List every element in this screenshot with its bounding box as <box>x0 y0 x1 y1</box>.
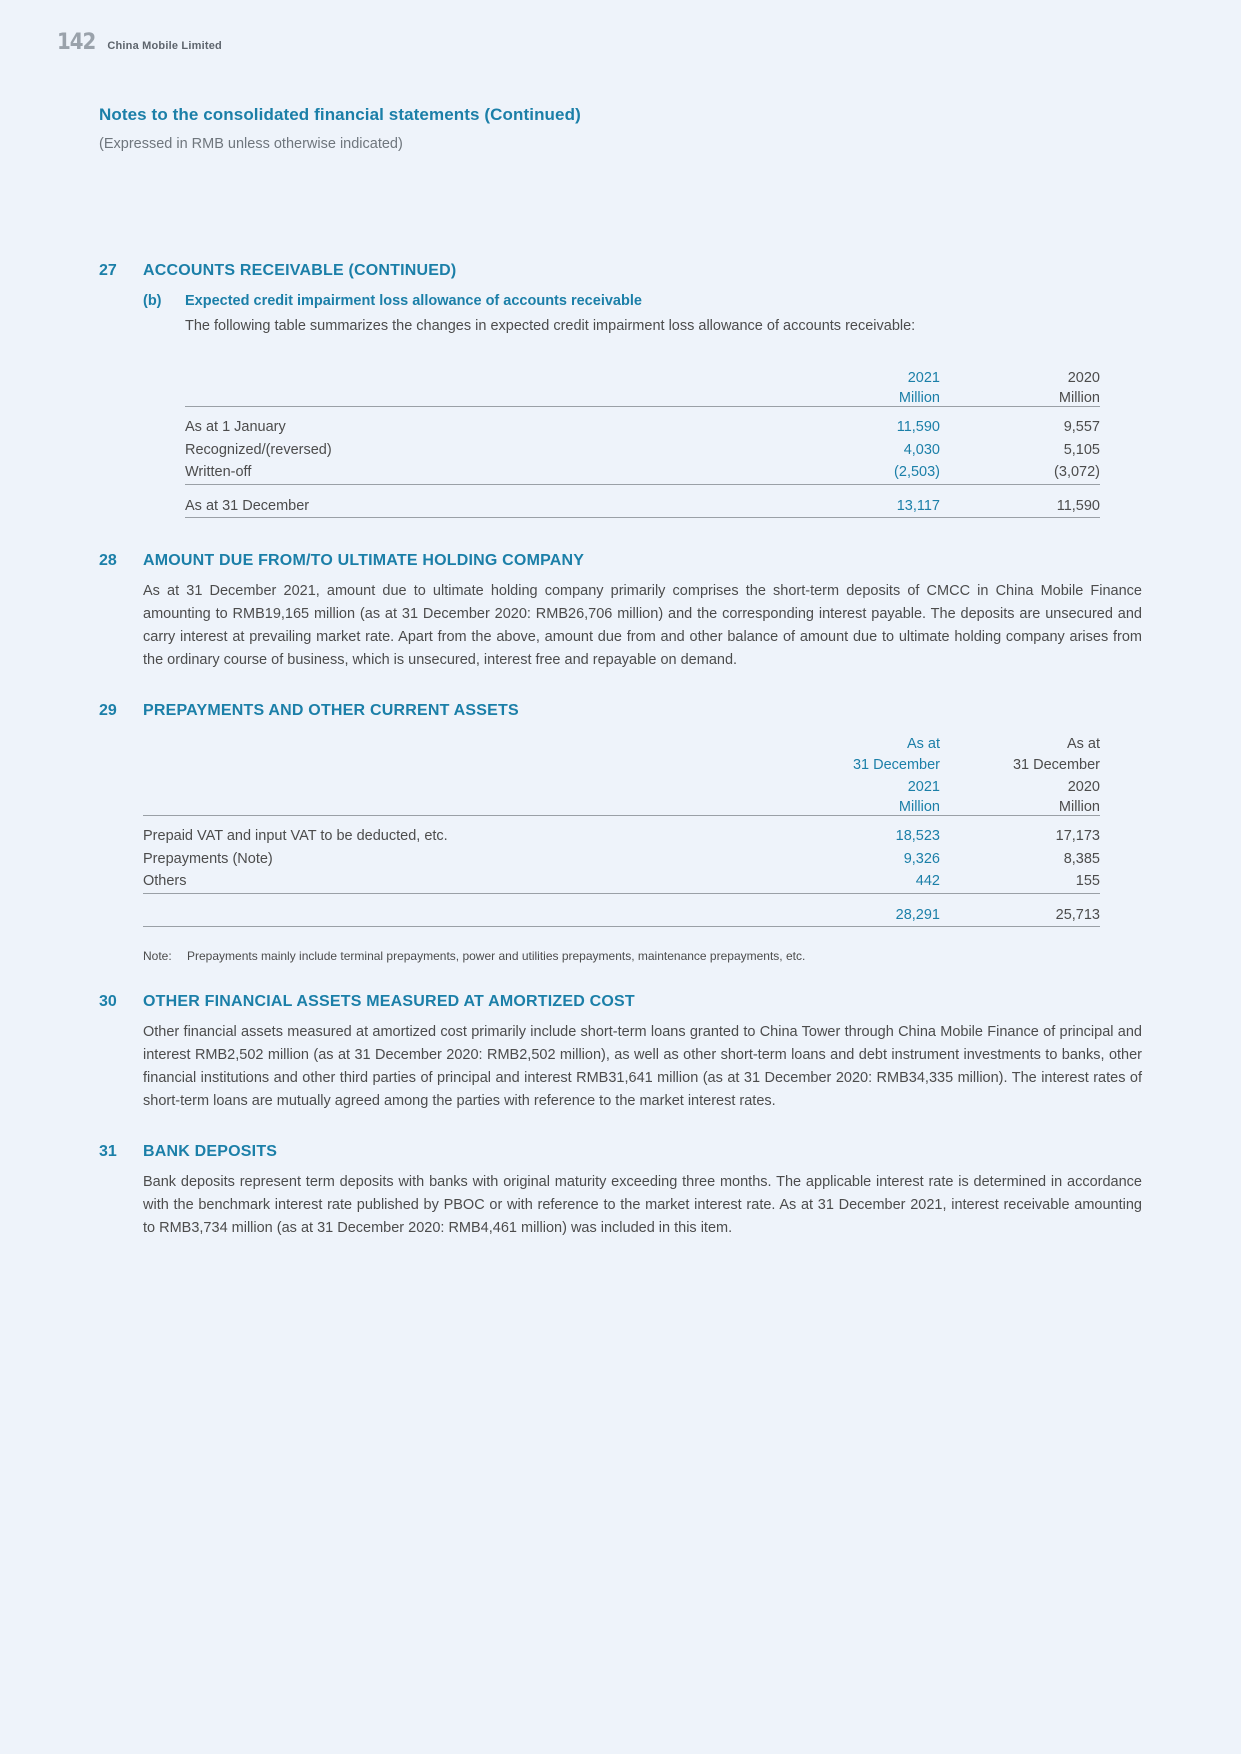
row-label: As at 1 January <box>185 419 286 436</box>
header-2020: 2020 <box>1067 369 1100 386</box>
header-units-2020: Million <box>940 390 1100 407</box>
page-header <box>57 30 222 55</box>
document-content <box>99 262 1142 1240</box>
table-header-units-row <box>143 799 1100 816</box>
note-31-body <box>143 1171 1142 1240</box>
note-31-paragraph: Bank deposits represent term deposits with banks with original maturity exceeding three months. The applicable interest rate is determined in accordance with the benchmark interest rate published by PBOC or with reference to the market interest rate. As at 31 December 2021, interest receivable amounting to RMB3,734 million (as at 31 December 2020: RMB4,461 million) was included in this item. <box>143 1173 1142 1236</box>
row-value-2020: 17,173 <box>1055 828 1100 845</box>
row-label: Prepayments (Note) <box>143 850 273 867</box>
note-28-paragraph: As at 31 December 2021, amount due to ultimate holding company primarily comprises the short-term deposits of CMCC in China Mobile Finance amounting to RMB19,165 million (as at 31 December 2020: RMB26,706 million) and the corresponding interest payable. The deposits are unsecured and carry interest at prevailing market rate. Apart from the above, amount due from and other balance of amount due to ultimate holding company arises from the ordinary course of business, which is unsecured, interest free and repayable on demand. <box>143 583 1142 668</box>
total-label: As at 31 December <box>185 495 750 518</box>
header-2021: 2021 <box>907 369 940 386</box>
page-number: 142 <box>57 30 96 55</box>
row-label: Prepaid VAT and input VAT to be deducted, etc. <box>143 828 448 845</box>
header-blank <box>143 755 750 777</box>
footnote-text: Prepayments mainly include terminal prepayments, power and utilities prepayments, maintenance prepayments, etc. <box>187 949 806 964</box>
table-row <box>143 848 1100 870</box>
header-asat-2021: As at <box>906 735 940 752</box>
row-value-2021: 11,590 <box>896 419 940 436</box>
row-value-2021: (2,503) <box>750 461 940 484</box>
note-30-heading <box>99 993 1142 1011</box>
header-blank <box>185 368 750 390</box>
note-31-heading <box>99 1143 1142 1161</box>
note-29-heading <box>99 702 1142 720</box>
note-29 <box>99 702 1142 964</box>
table-header-row <box>143 777 1100 799</box>
row-value-2021: 9,326 <box>903 850 940 867</box>
note-30-body <box>143 1021 1142 1113</box>
note-30 <box>99 993 1142 1113</box>
header-units-blank <box>185 390 750 407</box>
header-units-2020: Million <box>940 799 1100 816</box>
page-title: Notes to the consolidated financial statements (Continued) <box>99 105 581 124</box>
header-year-2021: 2021 <box>907 779 940 796</box>
note-29-body <box>143 734 1142 964</box>
note-27-sub-letter: (b) <box>143 293 162 309</box>
row-label: Others <box>143 870 750 893</box>
note-27-sub-body <box>185 315 1142 518</box>
table-row <box>143 815 1100 825</box>
header-date-2021: 31 December <box>852 757 940 774</box>
header-units-blank <box>143 799 750 816</box>
note-27-sub-title: Expected credit impairment loss allowance of accounts receivable <box>185 293 642 309</box>
row-value-2020: 5,105 <box>1063 441 1100 458</box>
total-value-2020: 11,590 <box>940 495 1100 518</box>
header-units-2021: Million <box>750 799 940 816</box>
note-29-title: PREPAYMENTS AND OTHER CURRENT ASSETS <box>143 701 519 719</box>
table-row <box>185 416 1100 438</box>
note-29-table <box>143 734 1100 928</box>
note-29-footnote <box>143 949 1142 963</box>
table-header-units-row <box>185 390 1100 407</box>
total-label <box>143 904 750 927</box>
table-row <box>185 439 1100 461</box>
table-row <box>143 870 1100 893</box>
header-date-2020: 31 December <box>1012 757 1100 774</box>
table-header-row <box>143 734 1100 756</box>
note-28-body <box>143 580 1142 672</box>
note-28-title: AMOUNT DUE FROM/TO ULTIMATE HOLDING COMPANY <box>143 552 585 570</box>
row-value-2020: (3,072) <box>940 461 1100 484</box>
row-label: Written-off <box>185 461 750 484</box>
note-31-number: 31 <box>99 1142 117 1160</box>
total-value-2021: 28,291 <box>750 904 940 927</box>
header-blank <box>143 734 750 756</box>
note-28-number: 28 <box>99 552 117 570</box>
company-name: China Mobile Limited <box>107 40 222 52</box>
row-value-2021: 442 <box>750 870 940 893</box>
note-27-title: ACCOUNTS RECEIVABLE (CONTINUED) <box>143 262 457 279</box>
note-30-title: OTHER FINANCIAL ASSETS MEASURED AT AMORTIZED COST <box>143 993 635 1011</box>
row-label: Recognized/(reversed) <box>185 441 332 458</box>
note-30-number: 30 <box>99 993 117 1011</box>
table-total-row <box>185 495 1100 518</box>
row-value-2020: 8,385 <box>1063 850 1100 867</box>
total-value-2020: 25,713 <box>940 904 1100 927</box>
note-28-heading <box>99 552 1142 570</box>
header-blank <box>143 777 750 799</box>
table-header-row <box>143 755 1100 777</box>
table-header-row <box>185 368 1100 390</box>
note-27-heading <box>99 262 1142 280</box>
header-year-2020: 2020 <box>1067 779 1100 796</box>
table-total-row <box>143 904 1100 927</box>
note-27-number: 27 <box>99 262 117 279</box>
note-27-body <box>143 293 1142 518</box>
table-spacer <box>185 484 1100 495</box>
table-spacer <box>143 893 1100 904</box>
note-27-sub-heading <box>143 293 1142 309</box>
note-27-table <box>185 368 1100 518</box>
note-31 <box>99 1143 1142 1240</box>
page-subtitle: (Expressed in RMB unless otherwise indicated) <box>99 136 403 152</box>
table-row <box>185 461 1100 484</box>
note-27-intro: The following table summarizes the changes in expected credit impairment loss allowance of accounts receivable: <box>185 318 916 334</box>
row-value-2021: 18,523 <box>895 828 940 845</box>
row-value-2021: 4,030 <box>903 441 940 458</box>
header-units-2021: Million <box>750 390 940 407</box>
note-31-title: BANK DEPOSITS <box>143 1142 278 1160</box>
table-row <box>185 406 1100 416</box>
row-value-2020: 155 <box>940 870 1100 893</box>
row-value-2020: 9,557 <box>1063 419 1100 436</box>
note-28 <box>99 552 1142 672</box>
footnote-label: Note: <box>143 949 172 964</box>
note-29-number: 29 <box>99 701 117 719</box>
note-30-paragraph: Other financial assets measured at amortized cost primarily include short-term loans granted to China Tower through China Mobile Finance of principal and interest RMB2,502 million (as at 31 December 2020: RMB2,502 million), as well as other short-term loans and debt instrument investments to banks, other financial institutions and other third parties of principal and interest RMB31,641 million (as at 31 December 2020: RMB34,335 million). The interest rates of short-term loans are mutually agreed among the parties with reference to the market interest rates. <box>143 1024 1142 1109</box>
total-value-2021: 13,117 <box>750 495 940 518</box>
note-27 <box>99 262 1142 518</box>
header-asat-2020: As at <box>1066 735 1100 752</box>
table-row <box>143 825 1100 847</box>
